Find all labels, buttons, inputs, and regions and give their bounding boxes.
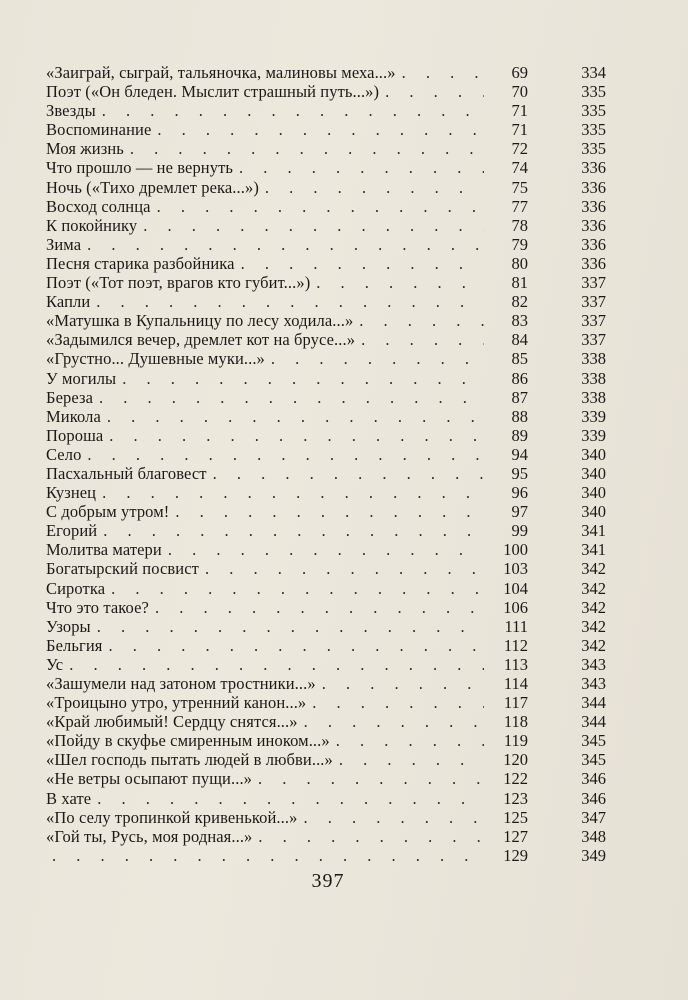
toc-entry-title: Поэт («Тот поэт, врагов кто губит...») bbox=[46, 273, 311, 293]
toc-entry-page: 74 bbox=[511, 158, 528, 178]
toc-entry-note-page: 334 bbox=[581, 63, 606, 82]
toc-entry-title: Микола bbox=[46, 406, 101, 426]
toc-entry-note-page: 342 bbox=[581, 597, 606, 617]
toc-entry-title: Ус bbox=[46, 654, 64, 674]
toc-entry-page: 95 bbox=[511, 463, 528, 483]
toc-entry-page: 125 bbox=[503, 807, 528, 827]
toc-entry-note-page: 336 bbox=[581, 177, 606, 197]
toc-entry-page: 112 bbox=[503, 635, 528, 655]
toc-entry bbox=[46, 636, 606, 655]
toc-entry-title: С добрым утром! bbox=[46, 502, 170, 522]
toc-entry-note-page: 336 bbox=[581, 234, 606, 254]
toc-entry-page: 81 bbox=[511, 273, 528, 293]
toc-entry bbox=[46, 693, 606, 712]
toc-entry-page: 127 bbox=[503, 826, 528, 846]
dot-leader bbox=[143, 216, 484, 235]
toc-entry bbox=[46, 216, 606, 235]
toc-entry bbox=[46, 445, 606, 464]
toc-entry bbox=[46, 178, 606, 197]
toc-entry-title: Воспоминание bbox=[46, 120, 152, 140]
toc-entry bbox=[46, 82, 606, 101]
dot-leader bbox=[108, 636, 484, 655]
toc-entry-note-page: 336 bbox=[581, 158, 606, 178]
toc-entry-note-page: 337 bbox=[581, 273, 606, 293]
toc-entry bbox=[46, 120, 606, 139]
toc-entry-page: 103 bbox=[503, 559, 528, 579]
toc-entry-page: 75 bbox=[511, 177, 528, 197]
toc-entry-title: К покойнику bbox=[46, 215, 138, 235]
dot-leader bbox=[336, 731, 484, 750]
dot-leader bbox=[241, 254, 484, 273]
toc-entry-note-page: 341 bbox=[581, 521, 606, 541]
table-of-contents bbox=[46, 63, 606, 865]
dot-leader bbox=[205, 559, 484, 578]
toc-entry bbox=[46, 827, 606, 846]
dot-leader bbox=[122, 369, 484, 388]
toc-entry-page: 77 bbox=[511, 196, 528, 216]
toc-entry-note-page: 338 bbox=[581, 368, 606, 388]
toc-entry-title: Что это такое? bbox=[46, 597, 149, 617]
toc-entry bbox=[46, 292, 606, 311]
toc-entry-page: 129 bbox=[503, 845, 528, 865]
toc-entry-page: 89 bbox=[511, 425, 528, 445]
toc-entry-page: 71 bbox=[511, 120, 528, 140]
toc-entry-title: «Не ветры осыпают пущи...» bbox=[46, 769, 253, 789]
toc-entry-note-page: 348 bbox=[581, 826, 606, 846]
toc-entry-note-page: 335 bbox=[581, 82, 606, 102]
dot-leader bbox=[52, 846, 484, 865]
toc-entry-note-page: 342 bbox=[581, 616, 606, 636]
toc-entry-page: 72 bbox=[511, 139, 528, 159]
dot-leader bbox=[322, 674, 484, 693]
dot-leader bbox=[97, 789, 484, 808]
toc-entry-title: Звезды bbox=[46, 101, 96, 121]
toc-entry-title: Молитва матери bbox=[46, 540, 162, 560]
dot-leader bbox=[99, 388, 484, 407]
toc-entry bbox=[46, 311, 606, 330]
toc-entry-page: 119 bbox=[503, 731, 528, 751]
dot-leader bbox=[103, 521, 484, 540]
toc-entry-title: «Пойду в скуфье смиренным иноком...» bbox=[46, 731, 330, 751]
toc-entry-page: 114 bbox=[503, 674, 528, 693]
dot-leader bbox=[239, 158, 484, 177]
toc-entry-page: 97 bbox=[511, 502, 528, 522]
toc-entry-page: 69 bbox=[511, 63, 528, 82]
dot-leader bbox=[361, 330, 484, 349]
toc-entry-title: Кузнец bbox=[46, 483, 97, 503]
dot-leader bbox=[87, 445, 484, 464]
dot-leader bbox=[265, 178, 484, 197]
toc-entry-page: 87 bbox=[511, 387, 528, 407]
toc-entry-page: 99 bbox=[511, 521, 528, 541]
dot-leader bbox=[157, 197, 484, 216]
toc-entry-title: Сиротка bbox=[46, 578, 106, 598]
toc-entry-title: Пороша bbox=[46, 425, 104, 445]
toc-entry-page: 71 bbox=[511, 101, 528, 121]
dot-leader bbox=[312, 693, 484, 712]
dot-leader bbox=[130, 139, 484, 158]
toc-entry bbox=[46, 273, 606, 292]
toc-entry-note-page: 340 bbox=[581, 463, 606, 483]
toc-entry-title: Бельгия bbox=[46, 635, 103, 655]
toc-entry-page: 117 bbox=[503, 693, 528, 713]
toc-entry-note-page: 335 bbox=[581, 101, 606, 121]
toc-entry-note-page: 345 bbox=[581, 731, 606, 751]
toc-entry bbox=[46, 808, 606, 827]
toc-entry bbox=[46, 197, 606, 216]
dot-leader bbox=[258, 827, 484, 846]
dot-leader bbox=[155, 598, 484, 617]
toc-entry bbox=[46, 369, 606, 388]
toc-entry-title: Богатырский посвист bbox=[46, 559, 199, 579]
toc-entry-title: Песня старика разбойника bbox=[46, 253, 235, 273]
toc-entry-title: Поэт («Он бледен. Мыслит страшный путь...») bbox=[46, 82, 380, 102]
toc-entry-note-page: 339 bbox=[581, 406, 606, 426]
toc-entry-note-page: 343 bbox=[581, 654, 606, 674]
toc-entry-page: 104 bbox=[503, 578, 528, 598]
dot-leader bbox=[97, 617, 484, 636]
dot-leader bbox=[339, 750, 484, 769]
toc-entry bbox=[46, 521, 606, 540]
toc-entry-title: Егорий bbox=[46, 521, 98, 541]
toc-entry bbox=[46, 617, 606, 636]
page-number: 397 bbox=[311, 870, 345, 892]
toc-entry-note-page: 347 bbox=[581, 807, 606, 827]
toc-entry-note-page: 340 bbox=[581, 444, 606, 464]
dot-leader bbox=[359, 311, 484, 330]
dot-leader bbox=[69, 655, 484, 674]
toc-entry bbox=[46, 464, 606, 483]
toc-entry-note-page: 337 bbox=[581, 330, 606, 350]
toc-entry bbox=[46, 540, 606, 559]
toc-entry-note-page: 340 bbox=[581, 502, 606, 522]
toc-entry-page: 84 bbox=[511, 330, 528, 350]
toc-entry-page: 82 bbox=[511, 292, 528, 312]
toc-entry-note-page: 336 bbox=[581, 253, 606, 273]
toc-entry-note-page: 337 bbox=[581, 311, 606, 331]
toc-entry bbox=[46, 483, 606, 502]
dot-leader bbox=[316, 273, 484, 292]
toc-entry-page: 118 bbox=[503, 712, 528, 732]
toc-entry bbox=[46, 750, 606, 769]
toc-entry-title: Что прошло — не вернуть bbox=[46, 158, 234, 178]
toc-entry-page: 80 bbox=[511, 253, 528, 273]
toc-entry-title: Восход солнца bbox=[46, 196, 151, 216]
dot-leader bbox=[87, 235, 484, 254]
dot-leader bbox=[102, 101, 484, 120]
dot-leader bbox=[168, 540, 484, 559]
toc-entry-title: «Край любимый! Сердцу снятся...» bbox=[46, 712, 298, 732]
toc-entry-title: Пасхальный благовест bbox=[46, 463, 207, 483]
toc-entry-page: 94 bbox=[511, 444, 528, 464]
toc-entry-note-page: 346 bbox=[581, 769, 606, 789]
dot-leader bbox=[175, 502, 484, 521]
toc-entry-note-page: 335 bbox=[581, 139, 606, 159]
toc-entry-title: «По селу тропинкой кривенькой...» bbox=[46, 807, 298, 827]
dot-leader bbox=[303, 808, 484, 827]
toc-entry-note-page: 342 bbox=[581, 578, 606, 598]
toc-entry-note-page: 342 bbox=[581, 559, 606, 579]
toc-entry-page: 86 bbox=[511, 368, 528, 388]
toc-entry-title: «Матушка в Купальницу по лесу ходила...» bbox=[46, 311, 354, 331]
dot-leader bbox=[258, 769, 484, 788]
toc-entry-note-page: 337 bbox=[581, 292, 606, 312]
toc-entry bbox=[46, 63, 606, 82]
toc-entry-page: 100 bbox=[503, 540, 528, 560]
dot-leader bbox=[157, 120, 484, 139]
toc-entry-page: 78 bbox=[511, 215, 528, 235]
toc-entry bbox=[46, 712, 606, 731]
toc-entry-page: 85 bbox=[511, 349, 528, 369]
toc-entry bbox=[46, 655, 606, 674]
toc-entry bbox=[46, 502, 606, 521]
toc-entry-title: «Троицыно утро, утренний канон...» bbox=[46, 693, 307, 713]
toc-entry-note-page: 349 bbox=[581, 845, 606, 865]
toc-entry-note-page: 335 bbox=[581, 120, 606, 140]
toc-entry-note-page: 345 bbox=[581, 750, 606, 770]
toc-entry bbox=[46, 330, 606, 349]
toc-entry bbox=[46, 579, 606, 598]
toc-entry-title: «Заиграй, сыграй, тальяночка, малиновы меха...» bbox=[46, 63, 396, 82]
dot-leader bbox=[385, 82, 484, 101]
toc-entry bbox=[46, 731, 606, 750]
toc-entry-page: 111 bbox=[504, 616, 528, 636]
toc-entry bbox=[46, 674, 606, 693]
dot-leader bbox=[304, 712, 484, 731]
toc-entry bbox=[46, 388, 606, 407]
dot-leader bbox=[111, 579, 484, 598]
toc-entry-page: 70 bbox=[511, 82, 528, 102]
toc-entry-title: «Зашумели над затоном тростники...» bbox=[46, 674, 316, 693]
toc-entry-title: Зима bbox=[46, 234, 82, 254]
toc-entry-title: В хате bbox=[46, 788, 92, 808]
toc-entry bbox=[46, 101, 606, 120]
toc-entry-title: «Шел господь пытать людей в любви...» bbox=[46, 750, 333, 770]
dot-leader bbox=[213, 464, 484, 483]
toc-entry bbox=[46, 349, 606, 368]
toc-entry-note-page: 341 bbox=[581, 540, 606, 560]
toc-entry-page: 120 bbox=[503, 750, 528, 770]
toc-entry-note-page: 336 bbox=[581, 196, 606, 216]
dot-leader bbox=[109, 426, 484, 445]
toc-entry-title: Ночь («Тихо дремлет река...») bbox=[46, 177, 259, 197]
toc-entry-page: 83 bbox=[511, 311, 528, 331]
toc-entry bbox=[46, 846, 606, 865]
toc-entry-title: «Гой ты, Русь, моя родная...» bbox=[46, 826, 253, 846]
toc-entry-title: «Грустно... Душевные муки...» bbox=[46, 349, 265, 369]
toc-entry-title: Береза bbox=[46, 387, 94, 407]
toc-entry-note-page: 346 bbox=[581, 788, 606, 808]
toc-entry bbox=[46, 407, 606, 426]
toc-entry bbox=[46, 789, 606, 808]
toc-entry-title: Капли bbox=[46, 292, 91, 312]
toc-entry-title: У могилы bbox=[46, 368, 117, 388]
toc-entry bbox=[46, 559, 606, 578]
toc-entry-note-page: 338 bbox=[581, 349, 606, 369]
dot-leader bbox=[402, 63, 484, 82]
dot-leader bbox=[271, 349, 484, 368]
toc-entry bbox=[46, 139, 606, 158]
toc-entry-page: 113 bbox=[503, 654, 528, 674]
toc-entry-title: Узоры bbox=[46, 616, 91, 636]
toc-entry-note-page: 344 bbox=[581, 712, 606, 732]
toc-entry-note-page: 344 bbox=[581, 693, 606, 713]
toc-entry-page: 122 bbox=[503, 769, 528, 789]
toc-entry bbox=[46, 769, 606, 788]
toc-entry bbox=[46, 235, 606, 254]
toc-entry bbox=[46, 598, 606, 617]
toc-entry-note-page: 339 bbox=[581, 425, 606, 445]
toc-entry-note-page: 342 bbox=[581, 635, 606, 655]
toc-entry-note-page: 343 bbox=[581, 674, 606, 693]
toc-entry-note-page: 336 bbox=[581, 215, 606, 235]
dot-leader bbox=[96, 292, 484, 311]
toc-entry bbox=[46, 158, 606, 177]
toc-entry bbox=[46, 426, 606, 445]
toc-entry-note-page: 340 bbox=[581, 483, 606, 503]
dot-leader bbox=[102, 483, 484, 502]
toc-entry-page: 106 bbox=[503, 597, 528, 617]
toc-entry-page: 96 bbox=[511, 483, 528, 503]
toc-entry bbox=[46, 254, 606, 273]
toc-entry-title: «Задымился вечер, дремлет кот на брусе...» bbox=[46, 330, 356, 350]
toc-entry-title: Село bbox=[46, 444, 82, 464]
toc-entry-page: 88 bbox=[511, 406, 528, 426]
toc-entry-page: 79 bbox=[511, 234, 528, 254]
dot-leader bbox=[107, 407, 484, 426]
toc-entry-title: Моя жизнь bbox=[46, 139, 124, 159]
toc-entry-page: 123 bbox=[503, 788, 528, 808]
toc-entry-note-page: 338 bbox=[581, 387, 606, 407]
